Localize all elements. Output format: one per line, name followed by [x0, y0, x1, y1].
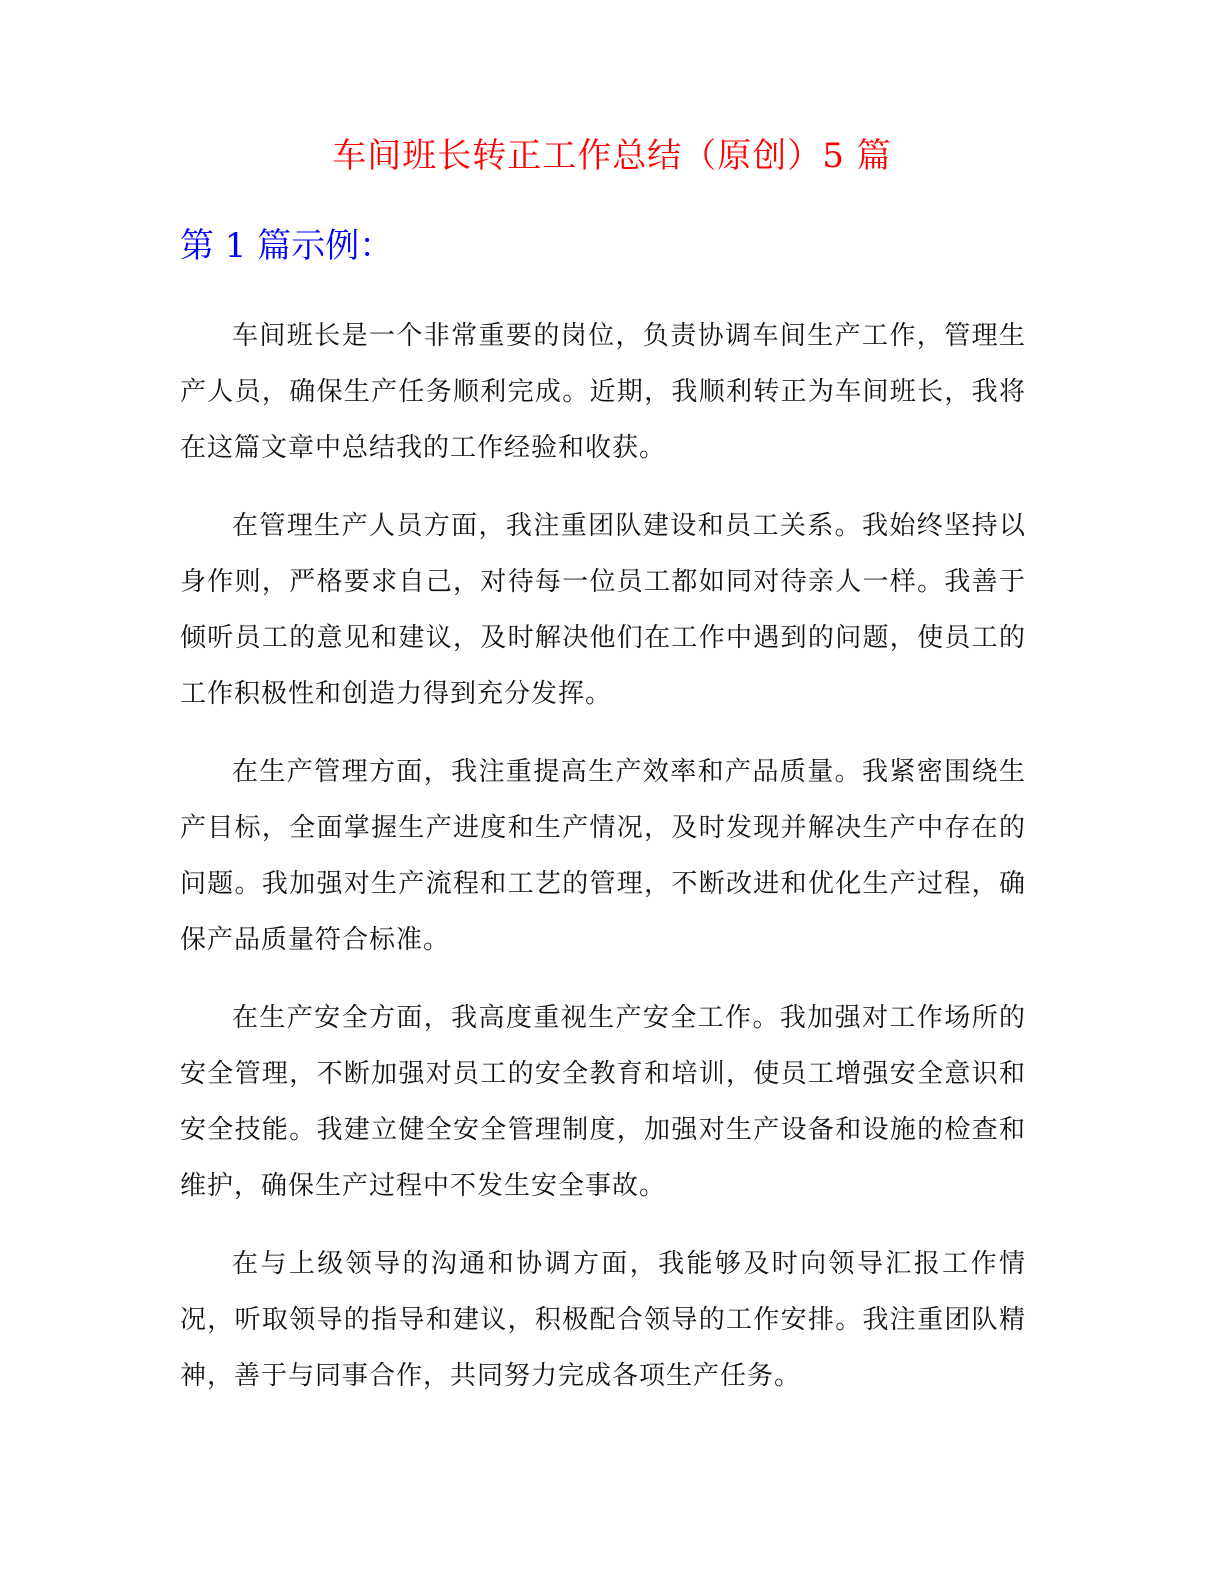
document-body [180, 308, 1026, 1426]
body-paragraph: 在与上级领导的沟通和协调方面，我能够及时向领导汇报工作情况，听取领导的指导和建议，积极配合领导的工作安排。我注重团队精神，善于与同事合作，共同努力完成各项生产任务。 [180, 1249, 1026, 1391]
section-heading: 第 1 篇示例： [180, 226, 394, 266]
body-paragraph: 车间班长是一个非常重要的岗位，负责协调车间生产工作，管理生产人员，确保生产任务顺利完成。近期，我顺利转正为车间班长，我将在这篇文章中总结我的工作经验和收获。 [180, 321, 1026, 463]
body-paragraph: 在管理生产人员方面，我注重团队建设和员工关系。我始终坚持以身作则，严格要求自己，对待每一位员工都如同对待亲人一样。我善于倾听员工的意见和建议，及时解决他们在工作中遇到的问题，使员工的工作积极性和创造力得到充分发挥。 [180, 511, 1026, 709]
body-paragraph: 在生产安全方面，我高度重视生产安全工作。我加强对工作场所的安全管理，不断加强对员工的安全教育和培训，使员工增强安全意识和安全技能。我建立健全安全管理制度，加强对生产设备和设施的检查和维护，确保生产过程中不发生安全事故。 [180, 1003, 1026, 1201]
document-title: 车间班长转正工作总结（原创）5 篇 [332, 136, 892, 176]
body-paragraph: 在生产管理方面，我注重提高生产效率和产品质量。我紧密围绕生产目标，全面掌握生产进度和生产情况，及时发现并解决生产中存在的问题。我加强对生产流程和工艺的管理，不断改进和优化生产过程，确保产品质量符合标准。 [180, 757, 1026, 955]
